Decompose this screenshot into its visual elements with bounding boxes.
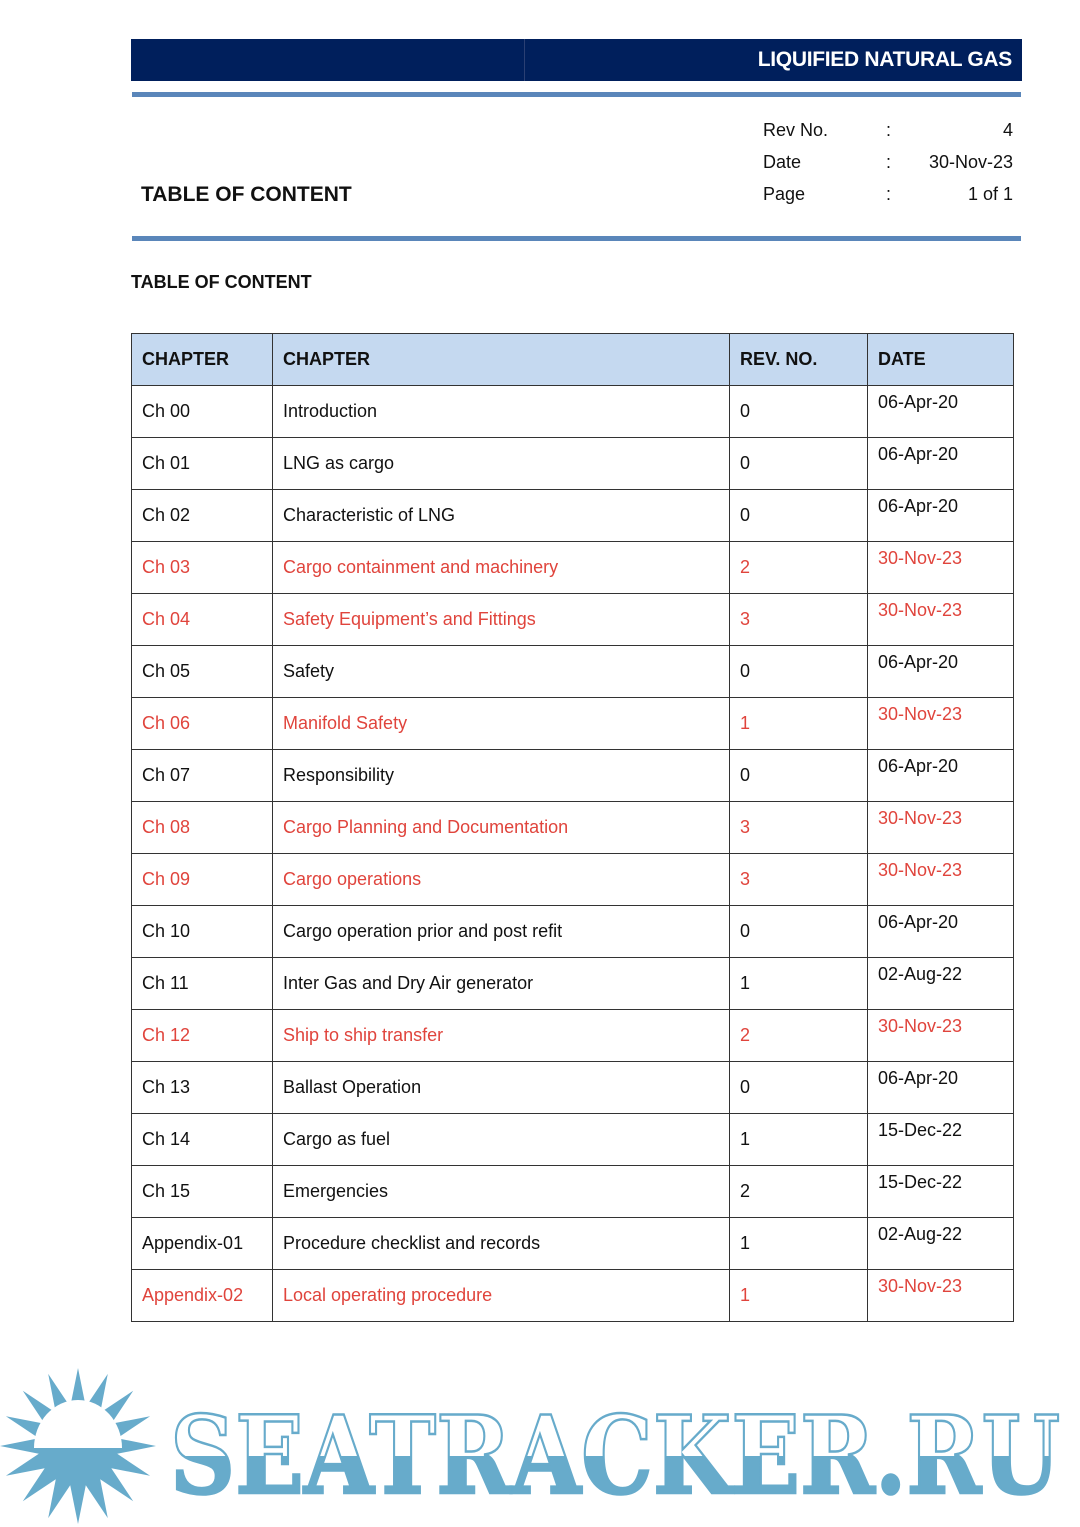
date-cell: 06-Apr-20 [868,646,1014,698]
table-row [132,958,1014,1010]
seatracker-watermark [0,1365,1080,1527]
chapter-no-cell: Ch 14 [132,1114,273,1166]
watermark-text: SEATRACKER.RU [170,1393,1060,1519]
chapter-title-cell: Responsibility [273,750,730,802]
rev-cell: 3 [730,854,868,906]
rev-cell: 0 [730,386,868,438]
chapter-no-cell: Ch 03 [132,542,273,594]
table-row [132,1218,1014,1270]
table-header [132,334,1014,386]
date-cell: 30-Nov-23 [868,698,1014,750]
meta-value: 1 of 1 [967,184,1013,204]
date-cell: 06-Apr-20 [868,906,1014,958]
doc-title: TABLE OF CONTENT [141,183,352,206]
rev-cell: 0 [730,646,868,698]
table-row [132,750,1014,802]
date-cell: 30-Nov-23 [868,1010,1014,1062]
date-cell: 30-Nov-23 [868,854,1014,906]
table-row [132,906,1014,958]
chapter-title-cell: Manifold Safety [273,698,730,750]
rev-cell: 0 [730,750,868,802]
table-row [132,1114,1014,1166]
meta-value: 30-Nov-23 [928,152,1013,172]
meta-date [763,152,1013,184]
chapter-title-cell: Characteristic of LNG [273,490,730,542]
chapter-title-cell: Cargo operation prior and post refit [273,906,730,958]
date-cell: 06-Apr-20 [868,490,1014,542]
date-cell: 06-Apr-20 [868,386,1014,438]
chapter-title-cell: Local operating procedure [273,1270,730,1322]
rev-cell: 3 [730,802,868,854]
table-row [132,490,1014,542]
date-cell: 02-Aug-22 [868,1218,1014,1270]
table-row [132,854,1014,906]
chapter-title-cell: Cargo operations [273,854,730,906]
meta-value: 4 [1002,120,1013,140]
banner-divider [524,39,525,81]
table-row [132,698,1014,750]
date-cell: 30-Nov-23 [868,1270,1014,1322]
chapter-no-cell: Ch 13 [132,1062,273,1114]
top-rule [132,92,1021,97]
col-header-rev: REV. NO. [730,334,868,386]
chapter-title-cell: Procedure checklist and records [273,1218,730,1270]
rev-cell: 2 [730,1166,868,1218]
meta-sep: : [886,152,892,172]
chapter-title-cell: Ship to ship transfer [273,1010,730,1062]
rev-cell: 1 [730,698,868,750]
chapter-title-cell: Cargo Planning and Documentation [273,802,730,854]
rev-cell: 2 [730,542,868,594]
doc-meta [763,120,1013,216]
rev-cell: 0 [730,490,868,542]
chapter-title-cell: Emergencies [273,1166,730,1218]
chapter-no-cell: Ch 08 [132,802,273,854]
date-cell: 30-Nov-23 [868,594,1014,646]
date-cell: 06-Apr-20 [868,1062,1014,1114]
date-cell: 02-Aug-22 [868,958,1014,1010]
rev-cell: 2 [730,1010,868,1062]
header-banner [131,39,1022,81]
date-cell: 06-Apr-20 [868,750,1014,802]
chapter-no-cell: Ch 11 [132,958,273,1010]
rev-cell: 1 [730,1270,868,1322]
meta-rev [763,120,1013,152]
sun-logo-icon [0,1368,156,1524]
date-cell: 06-Apr-20 [868,438,1014,490]
date-cell: 15-Dec-22 [868,1166,1014,1218]
meta-sep: : [886,184,892,204]
chapter-title-cell: LNG as cargo [273,438,730,490]
chapter-no-cell: Ch 15 [132,1166,273,1218]
chapter-no-cell: Ch 01 [132,438,273,490]
chapter-title-cell: Ballast Operation [273,1062,730,1114]
meta-page [763,184,1013,216]
chapter-no-cell: Ch 10 [132,906,273,958]
meta-label: Page [763,184,806,204]
chapter-no-cell: Appendix-02 [132,1270,273,1322]
col-header-chapter: CHAPTER [273,334,730,386]
bottom-rule [132,236,1021,241]
date-cell: 30-Nov-23 [868,542,1014,594]
date-cell: 30-Nov-23 [868,802,1014,854]
chapter-title-cell: Cargo as fuel [273,1114,730,1166]
table-row [132,646,1014,698]
chapter-no-cell: Ch 07 [132,750,273,802]
rev-cell: 1 [730,1114,868,1166]
rev-cell: 0 [730,438,868,490]
table-row [132,594,1014,646]
table-row [132,386,1014,438]
table-row [132,438,1014,490]
table-row [132,1062,1014,1114]
table-row [132,802,1014,854]
col-header-date: DATE [868,334,1014,386]
chapter-no-cell: Ch 05 [132,646,273,698]
rev-cell: 1 [730,1218,868,1270]
meta-label: Date [763,152,802,172]
chapter-no-cell: Appendix-01 [132,1218,273,1270]
date-cell: 15-Dec-22 [868,1114,1014,1166]
meta-sep: : [886,120,892,140]
chapter-no-cell: Ch 02 [132,490,273,542]
table-row [132,1010,1014,1062]
chapter-no-cell: Ch 06 [132,698,273,750]
meta-label: Rev No. [763,120,829,140]
rev-cell: 1 [730,958,868,1010]
chapter-no-cell: Ch 12 [132,1010,273,1062]
section-title: TABLE OF CONTENT [131,272,312,292]
rev-cell: 0 [730,1062,868,1114]
table-row [132,1166,1014,1218]
chapter-title-cell: Introduction [273,386,730,438]
chapter-no-cell: Ch 04 [132,594,273,646]
banner-title: LIQUIFIED NATURAL GAS [757,48,1012,71]
table-row [132,1270,1014,1322]
chapter-title-cell: Inter Gas and Dry Air generator [273,958,730,1010]
chapter-title-cell: Safety [273,646,730,698]
chapter-no-cell: Ch 00 [132,386,273,438]
toc-table [131,333,1014,1322]
chapter-no-cell: Ch 09 [132,854,273,906]
chapter-title-cell: Safety Equipment’s and Fittings [273,594,730,646]
rev-cell: 0 [730,906,868,958]
rev-cell: 3 [730,594,868,646]
chapter-title-cell: Cargo containment and machinery [273,542,730,594]
col-header-chapter-no: CHAPTER [132,334,273,386]
table-row [132,542,1014,594]
